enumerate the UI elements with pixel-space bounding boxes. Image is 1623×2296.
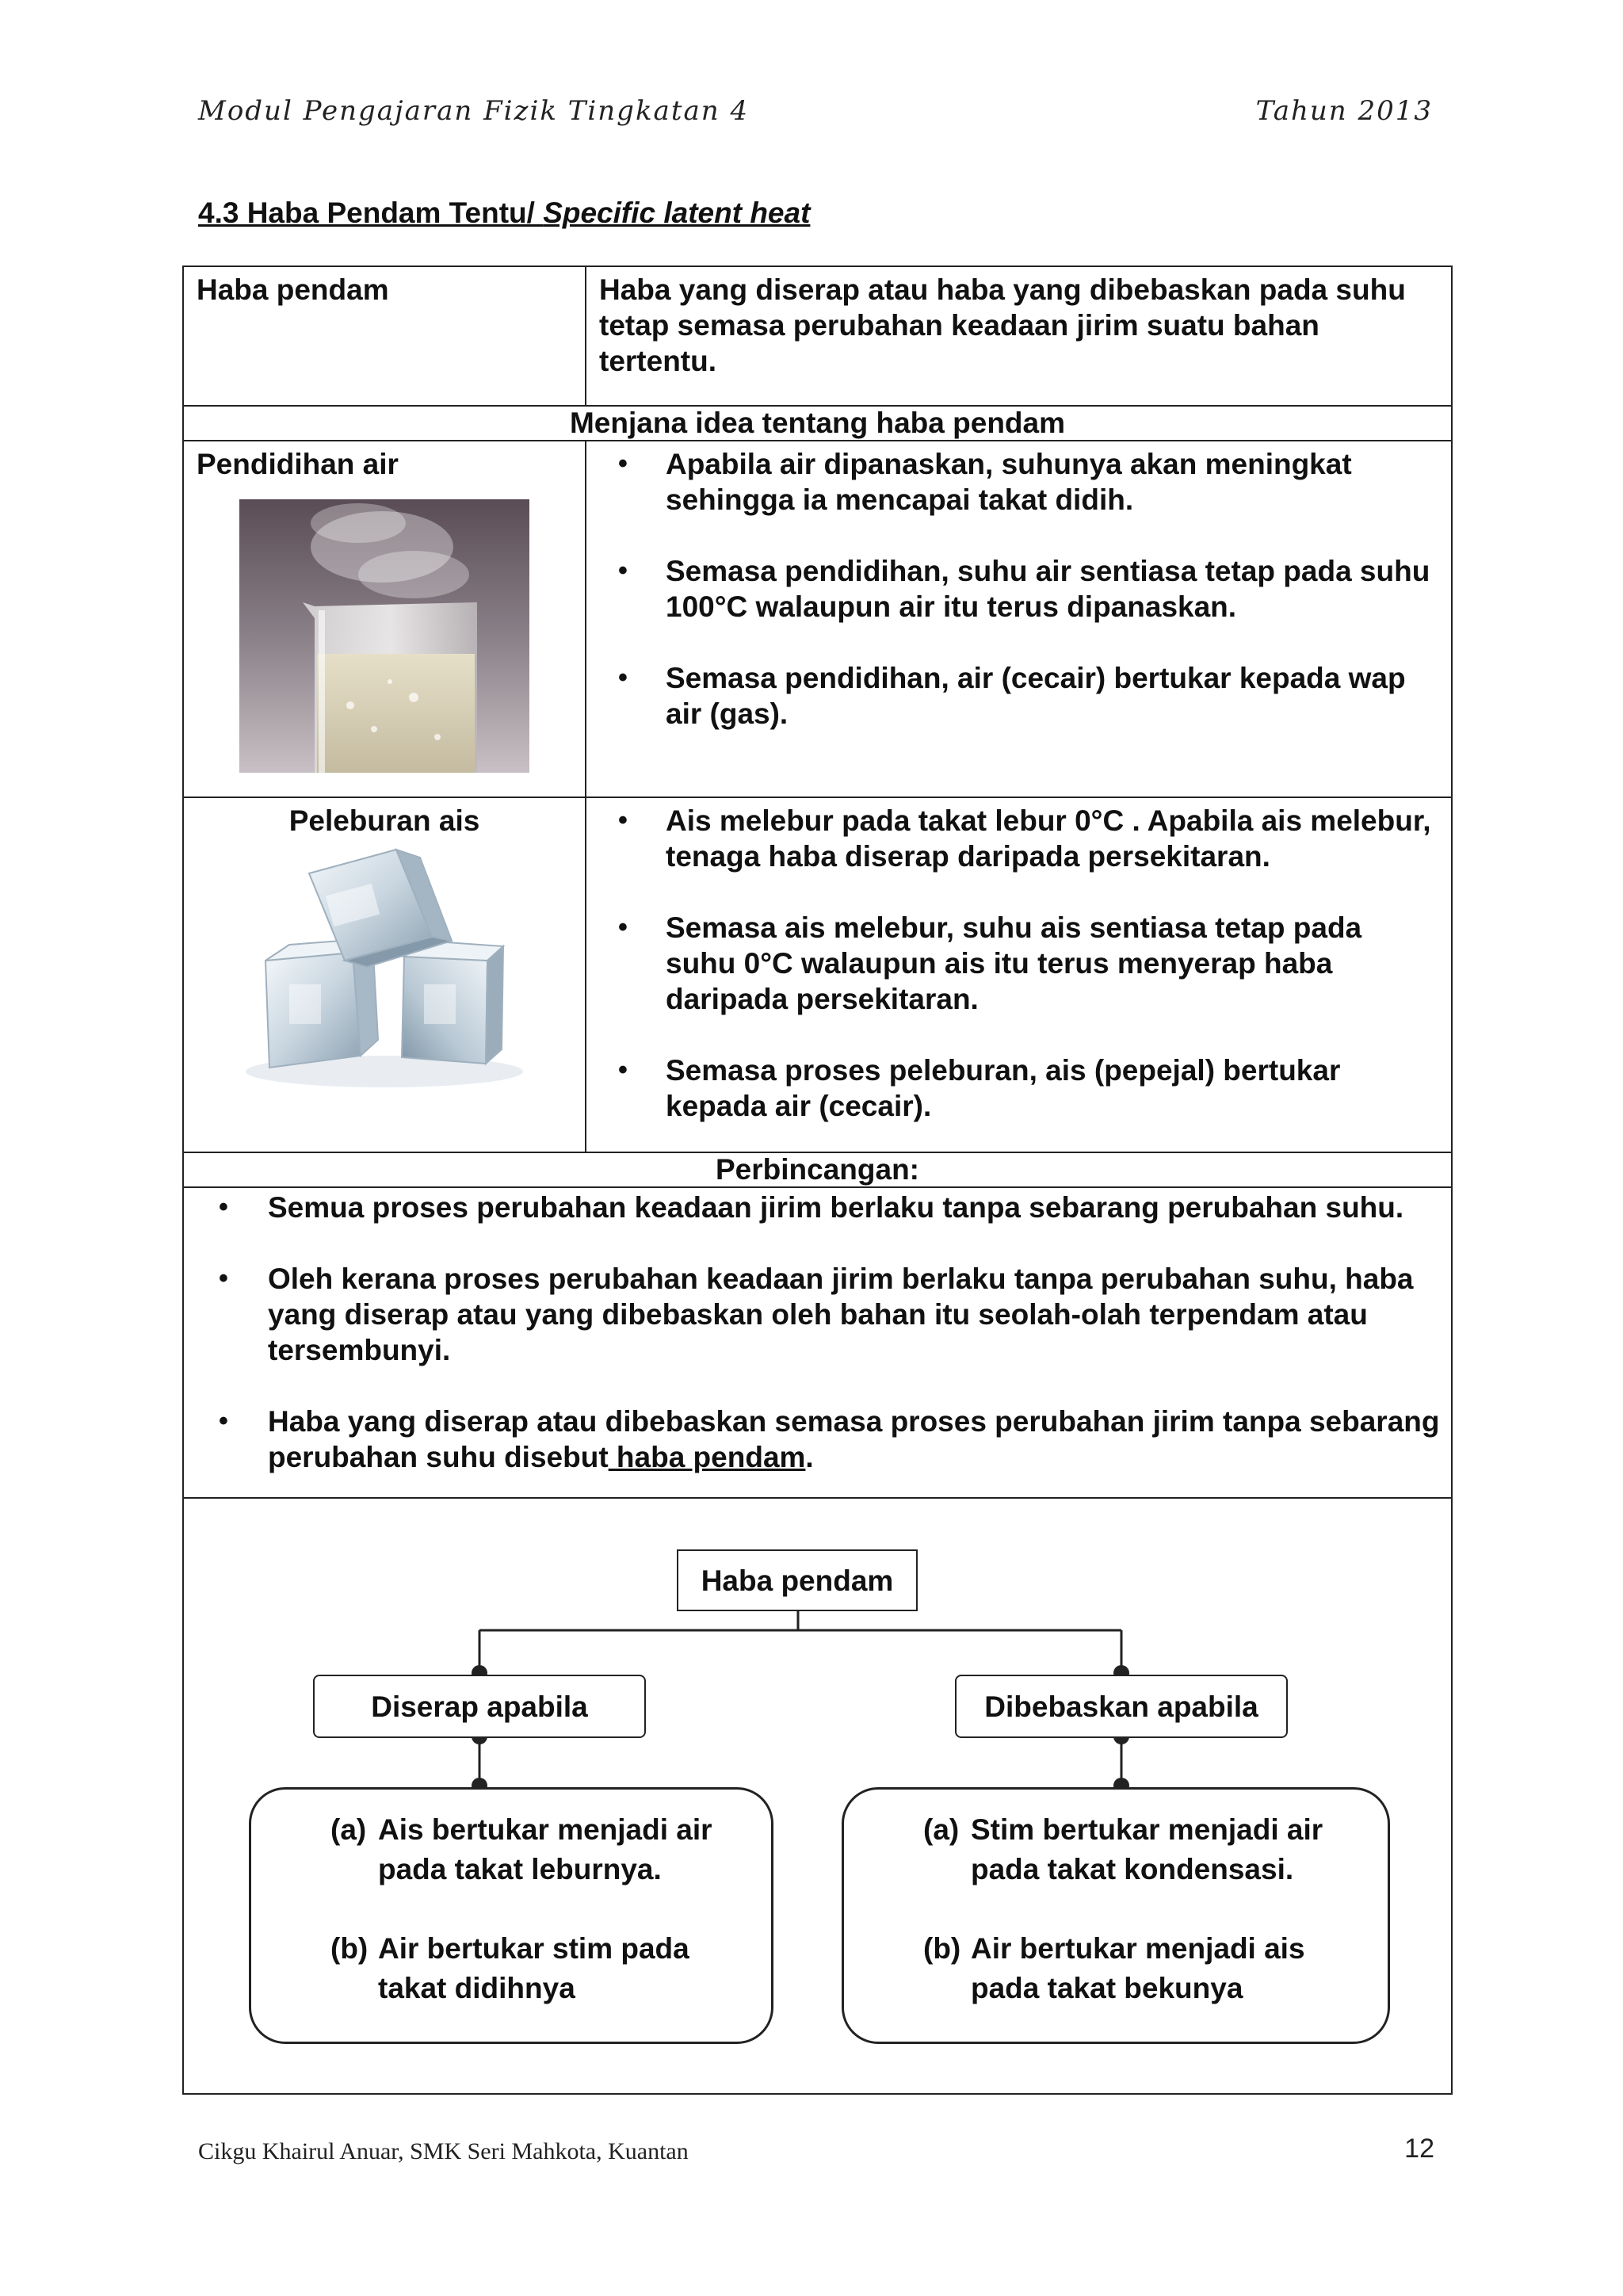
header-module-title: Modul Pengajaran Fizik Tingkatan 4 [198, 95, 750, 127]
released-example-b [923, 1929, 1335, 2008]
example-text: Air bertukar menjadi ais pada takat bekunya [971, 1932, 1305, 2004]
melting-cell [183, 797, 586, 1152]
discussion-bullet: • Semua proses perubahan keadaan jirim berlaku tanpa sebarang perubahan suhu. [268, 1190, 1440, 1225]
discussion-bullet-end: . [805, 1441, 814, 1473]
absorbed-examples-box [249, 1787, 773, 2044]
ice-cubes-image [234, 842, 535, 1091]
melting-bullet: • Semasa proses peleburan, ais (pepejal) bertukar kepada air (cecair). [666, 1052, 1438, 1124]
melting-bullet: • Semasa ais melebur, suhu ais sentiasa tetap pada suhu 0°C walaupun ais itu terus menyerap haba daripada persekitaran. [666, 910, 1438, 1017]
latent-heat-table [182, 266, 1453, 2095]
melting-bullet-list [599, 803, 1438, 1124]
absorbed-example-a [330, 1810, 727, 1889]
root-box-label: Haba pendam [701, 1564, 894, 1597]
boiling-water-beaker-image [239, 499, 529, 773]
boiling-label: Pendidihan air [197, 448, 399, 480]
melting-bullet: • Ais melebur pada takat lebur 0°C . Apabila ais melebur, tenaga haba diserap daripada persekitaran. [666, 803, 1438, 874]
absorbed-when-box [313, 1675, 646, 1738]
example-text: Stim bertukar menjadi air pada takat kondensasi. [971, 1813, 1323, 1885]
ideas-header: Menjana idea tentang haba pendam [569, 407, 1065, 439]
discussion-bullet-text: Haba yang diserap atau dibebaskan semasa proses perubahan jirim tanpa sebarang perubahan suhu disebut [268, 1405, 1440, 1473]
example-label: (a) [330, 1813, 367, 1846]
boiling-bullet: • Apabila air dipanaskan, suhunya akan meningkat sehingga ia mencapai takat didih. [666, 446, 1438, 518]
section-title-malay: 4.3 Haba Pendam Tentu/ [198, 197, 544, 229]
boiling-bullet: • Semasa pendidihan, air (cecair) bertukar kepada wap air (gas). [666, 660, 1438, 732]
released-when-label: Dibebaskan apabila [984, 1690, 1258, 1723]
discussion-header: Perbincangan: [716, 1153, 919, 1186]
melting-label: Peleburan ais [288, 804, 480, 837]
example-text: Air bertukar stim pada takat didihnya [378, 1932, 689, 2004]
section-title-english: Specific latent heat [543, 197, 811, 229]
ideas-header-cell [183, 406, 1452, 441]
example-label: (a) [923, 1813, 960, 1846]
absorbed-when-label: Diserap apabila [371, 1690, 588, 1723]
boiling-bullet-list [599, 446, 1438, 732]
page-number: 12 [1404, 2134, 1434, 2164]
melting-description-cell [586, 797, 1452, 1152]
absorbed-example-b [330, 1929, 727, 2008]
definition-text-cell [586, 266, 1452, 406]
example-label: (b) [923, 1932, 961, 1965]
discussion-cell [183, 1187, 1452, 1498]
example-label: (b) [330, 1932, 369, 1965]
released-when-box [955, 1675, 1288, 1738]
discussion-header-cell [183, 1152, 1452, 1187]
diagram-cell [183, 1498, 1452, 2094]
discussion-bullet-list [195, 1190, 1440, 1475]
discussion-bullet [268, 1404, 1440, 1475]
latent-heat-diagram [184, 1499, 1451, 2093]
section-title [198, 197, 810, 230]
latent-heat-term: haba pendam [608, 1441, 806, 1473]
example-text: Ais bertukar menjadi air pada takat leburnya. [378, 1813, 712, 1885]
released-examples-box [842, 1787, 1390, 2044]
boiling-cell [183, 441, 586, 797]
released-example-a [923, 1810, 1335, 1889]
boiling-bullet: • Semasa pendidihan, suhu air sentiasa tetap pada suhu 100°C walaupun air itu terus dipanaskan. [666, 553, 1438, 625]
root-box-latent-heat [677, 1549, 918, 1611]
definition-term-cell [183, 266, 586, 406]
footer-author: Cikgu Khairul Anuar, SMK Seri Mahkota, Kuantan [198, 2138, 689, 2164]
definition-text: Haba yang diserap atau haba yang dibebaskan pada suhu tetap semasa perubahan keadaan jirim suatu bahan tertentu. [599, 273, 1406, 377]
definition-term: Haba pendam [197, 273, 389, 306]
discussion-bullet: • Oleh kerana proses perubahan keadaan jirim berlaku tanpa perubahan suhu, haba yang diserap atau yang dibebaskan oleh bahan itu seolah-olah terpendam atau tersembunyi. [268, 1261, 1440, 1368]
header-year: Tahun 2013 [1255, 95, 1433, 127]
boiling-description-cell [586, 441, 1452, 797]
